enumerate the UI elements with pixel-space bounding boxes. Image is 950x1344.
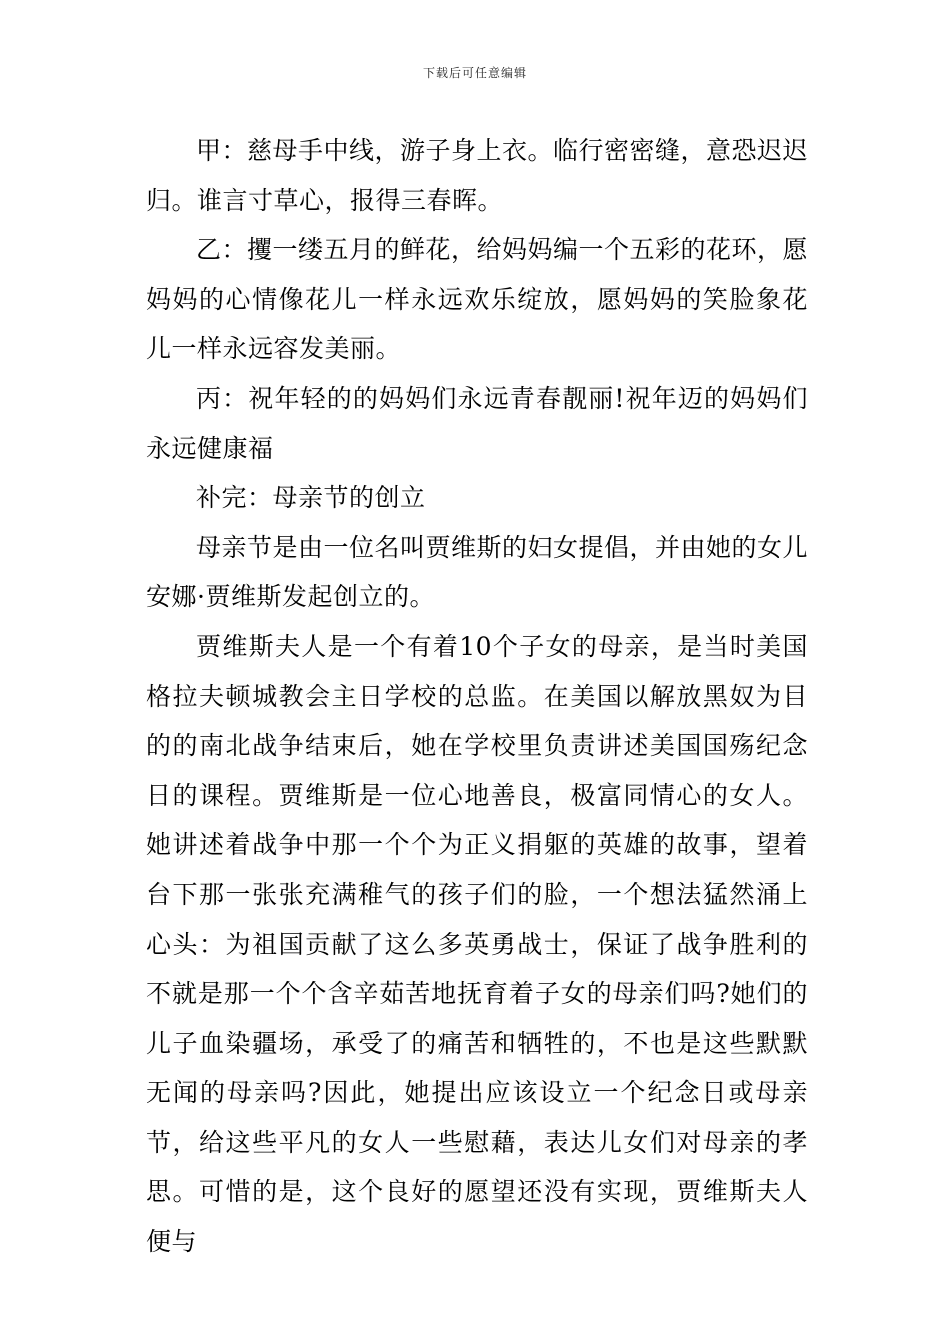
paragraph-founder: 母亲节是由一位名叫贾维斯的妇女提倡，并由她的女儿安娜·贾维斯发起创立的。 bbox=[146, 532, 809, 612]
page-header: 下载后可任意编辑 bbox=[422, 66, 527, 80]
document-body bbox=[146, 126, 808, 1267]
paragraph-poem: 甲：慈母手中线，游子身上衣。临行密密缝，意恐迟迟归。谁言寸草心，报得三春晖。 bbox=[146, 136, 809, 215]
paragraph-blessing: 丙：祝年轻的的妈妈们永远青春靓丽!祝年迈的妈妈们永远健康福 bbox=[146, 383, 808, 463]
section-heading: 补完：母亲节的创立 bbox=[196, 483, 426, 513]
paragraph-history: 贾维斯夫人是一个有着10个子女的母亲，是当时美国格拉夫顿城教会主日学校的总监。在美国以解放黑奴为目的的南北战争结束后，她在学校里负责讲述美国国殇纪念日的课程。贾维斯是一位心地善良，极富同情心的女人。她讲述着战争中那一个个为正义捐躯的英雄的故事，望着台下那一张张充满稚气的孩子们的脸，一个想法猛然涌上心头：为祖国贡献了这么多英勇战士，保证了战争胜利的不就是那一个个含辛茹苦地抚育着子女的母亲们吗?她们的儿子血染疆场，承受了的痛苦和牺牲的，不也是这些默默无闻的母亲吗?因此，她提出应该设立一个纪念日或母亲节，给这些平凡的女人一些慰藉，表达儿女们对母亲的孝思。可惜的是，这个良好的愿望还没有实现，贾维斯夫人便与 bbox=[146, 631, 808, 1257]
paragraph-flower-wish: 乙：攫一缕五月的鲜花，给妈妈编一个五彩的花环，愿妈妈的心情像花儿一样永远欢乐绽放，愿妈妈的笑脸象花儿一样永远容发美丽。 bbox=[146, 235, 809, 364]
